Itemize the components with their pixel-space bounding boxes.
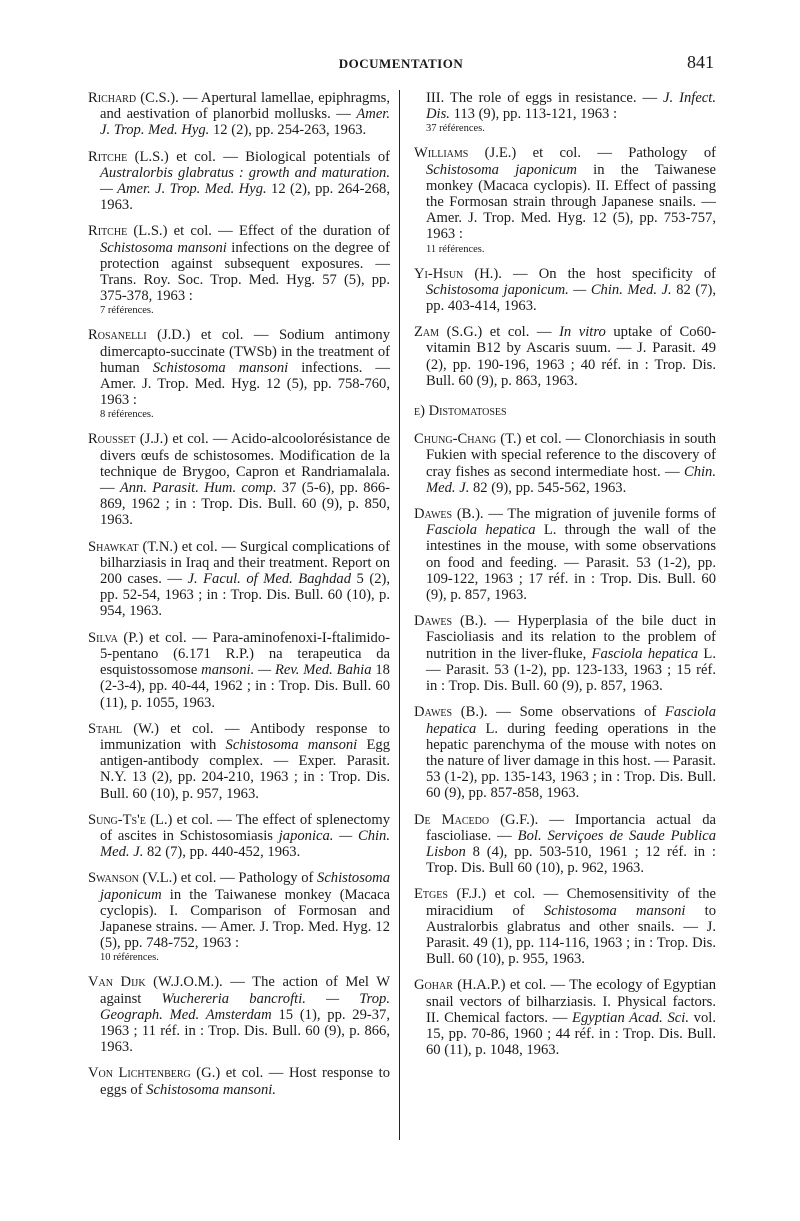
entry-tail: infections on the degree of protection against subsequent exposures. — Trans. Roy. Soc. Trop. Med. Hyg. 57 (5), pp. 375-378, 1963 : [100, 239, 390, 305]
entry-journal: Ann. Parasit. Hum. comp. [119, 480, 277, 497]
entry-journal: mansoni. — Rev. Med. Bahia [201, 662, 372, 679]
right-column [414, 90, 716, 1068]
entry-author: Dawes (B.). [414, 506, 484, 523]
bibliography-entry [88, 431, 390, 528]
entry-author: De Macedo (G.F.). [414, 811, 539, 828]
page-number: 841 [687, 52, 714, 72]
bibliography-entry [88, 90, 390, 139]
entry-tail: 37 (5-6), pp. 866-869, 1962 ; in : Trop. Dis. Bull. 60 (9), p. 850, 1963. [100, 480, 390, 529]
continued-entry [414, 90, 716, 135]
bibliography-entry [88, 870, 390, 964]
entry-journal: Amer. J. Trop. Med. Hyg. [100, 106, 390, 139]
entry-author: Von Lichtenberg (G.) [88, 1065, 221, 1082]
entry-text: et col. — Clonorchiasis in south Fukien with special reference to the discovery of cray fishes as second intermediate host. — [426, 431, 716, 480]
entry-tail: in the Taiwanese monkey (Macaca cyclopis). II. Effect of passing the Formosan strain through Japanese snails. — Amer. J. Trop. Med. Hyg. 12 (5), pp. 753-757, 1963 : [426, 161, 716, 243]
entry-text: — Hyperplasia of the bile duct in Fascioliasis and its relation to the problem of nutrition in the liver-fluke, [426, 613, 717, 662]
entry-journal: Fasciola hepatica [426, 522, 536, 539]
entry-text: et col. — Pathology of [177, 870, 318, 887]
entry-tail: L. — Parasit. 53 (1-2), pp. 123-133, 1963 ; 15 réf. in : Trop. Dis. Bull. 60 (9), p. 857, 1963. [426, 645, 716, 695]
entry-text: — Apertural lamellae, epiphragms, and aestivation of planorbid mollusks. — [100, 90, 390, 123]
entry-text: et col. — The ecology of Egyptian snail vectors of bilharziasis. I. Physical factors. II. Chemical factors. — [426, 977, 716, 1026]
entry-author: Dawes (B.). [414, 613, 487, 630]
entry-journal: J. Infect. Dis. [426, 90, 716, 123]
entry-author: Ritche (L.S.) [88, 148, 169, 165]
bibliography-entry [414, 977, 716, 1058]
entry-tail: infections. — Amer. J. Trop. Med. Hyg. 12 (5), pp. 758-760, 1963 : [100, 359, 391, 409]
entry-author: Gohar (H.A.P.) [414, 977, 506, 994]
entry-journal: Schistosoma japonicum [100, 870, 390, 903]
entry-tail: 113 (9), pp. 113-121, 1963 : [449, 106, 618, 123]
bibliography-entry [88, 1065, 390, 1097]
entry-journal: Schistosoma mansoni. [146, 1081, 276, 1098]
entry-author: Ritche (L.S.) [88, 223, 168, 240]
entry-text: et col. — Sodium antimony dimercapto-succinate (TWSb) in the treatment of human [100, 327, 391, 376]
entry-author: Rosanelli (J.D.) [88, 327, 191, 344]
entry-text: et col. — Acido-alcoolorésistance de divers œufs de schistosomes. Modification de la technique de Brygoo, Capron et Randriamalala. — [100, 431, 391, 497]
entry-journal: Bol. Serviçoes de Saude Publica Lisbon [426, 827, 716, 860]
bibliography-entry [414, 886, 716, 967]
bibliography-entry [414, 613, 716, 694]
entry-journal: Schistosoma japonicum. — Chin. Med. J. [426, 281, 672, 298]
entry-note: 8 références. [100, 409, 154, 421]
entry-text: — On the host specificity of [501, 265, 716, 282]
entry-journal: J. Facul. of Med. Baghdad [187, 571, 351, 588]
bibliography-entry [88, 223, 390, 317]
entry-text: — The action of Mel W against [100, 974, 390, 1007]
entry-author: Williams (J.E.) [414, 145, 517, 162]
entry-tail: 12 (2), pp. 254-263, 1963. [209, 122, 367, 139]
entry-note: 7 références. [100, 305, 154, 317]
entry-journal: Schistosoma mansoni [225, 736, 358, 753]
entry-journal: Wuchereria bancrofti. — Trop. Geograph. Med. Amsterdam [100, 990, 390, 1023]
entry-text: — Importancia actual da fascioliase. — [426, 811, 717, 844]
entry-tail: L. during feeding operations in the hepatic parenchyma of the mouse with notes on the nature of liver damage in this host. — Parasit. 53 (1-2), pp. 135-143, 1963 ; in : Trop. Dis. Bull. 60 (9), pp. 857-858, 1963. [426, 720, 716, 802]
entry-text: et col. — The effect of splenectomy of ascites in Schistosomiasis [100, 811, 390, 844]
entry-text: et col. — Para-aminofenoxi-I-ftalimido-5-pentano (6.171 R.P.) na terapeutica da esquistossomose [100, 629, 390, 679]
entry-author: Zam (S.G.) [414, 324, 483, 341]
entry-journal: Australorbis glabratus : growth and maturation. — Amer. J. Trop. Med. Hyg. [100, 164, 390, 198]
entry-journal: Schistosoma japonicum [426, 161, 577, 178]
entry-author: Swanson (V.L.) [88, 870, 178, 887]
entry-text: et col. — [482, 324, 560, 341]
entry-author: Van Dijk (W.J.O.M.). [88, 974, 223, 991]
entry-author: Dawes (B.). [414, 704, 488, 721]
bibliography-entry [414, 506, 716, 603]
entry-journal: Schistosoma mansoni [100, 239, 227, 256]
entry-text: et col. — Surgical complications of bilharziasis in Iraq and their treatment. Report on 200 cases. — [100, 538, 390, 588]
left-column [88, 90, 390, 1108]
entry-text: et col. — Chemosensitivity of the miracidium of [426, 886, 716, 919]
entry-text: — Some observations of [487, 704, 665, 721]
bibliography-entry [414, 266, 716, 315]
entry-journal: Schistosoma mansoni [152, 359, 289, 376]
entry-tail: 18 (2-3-4), pp. 40-44, 1962 ; in : Trop. Dis. Bull. 60 (11), p. 1055, 1963. [100, 662, 390, 711]
entry-author: Chung-Chang (T.) [414, 431, 522, 448]
entry-text: et col. — Effect of the duration of [167, 223, 390, 240]
entry-author: Sung-Ts'e (L.) [88, 811, 173, 828]
entry-tail: 8 (4), pp. 503-510, 1961 ; 12 réf. in : Trop. Dis. Bull 60 (10), p. 962, 1963. [426, 843, 716, 877]
entry-text: et col. — Pathology of [516, 145, 716, 162]
entry-tail: vol. 15, pp. 70-86, 1960 ; 44 réf. in : Trop. Dis. Bull. 60 (11), p. 1048, 1963. [426, 1009, 716, 1059]
entry-text: — The migration of juvenile forms of [483, 506, 717, 523]
bibliography-entry [88, 630, 390, 711]
entry-text: et col. — Biological potentials of [168, 148, 390, 165]
entry-tail: 15 (1), pp. 29-37, 1963 ; 11 réf. in : Trop. Dis. Bull. 60 (9), p. 866, 1963. [100, 1006, 390, 1056]
entry-text: III. The role of eggs in resistance. — [426, 90, 664, 106]
entry-tail: Egg antigen-antibody complex. — Exper. Parasit. N.Y. 13 (2), pp. 204-210, 1963 ; in : Trop. Dis. Bull. 60 (10), p. 957, 1963. [100, 736, 390, 802]
entry-journal: Fasciola hepatica [426, 704, 716, 737]
bibliography-entry [414, 145, 716, 255]
entry-author: Richard (C.S.). [88, 90, 179, 106]
entry-tail: uptake of Co60-vitamin B12 by Ascaris suum. — J. Parasit. 49 (2), pp. 190-196, 1963 ; 40 réf. in : Trop. Dis. Bull. 60 (9), p. 863, 1963. [426, 324, 716, 389]
entry-tail: 82 (7), pp. 440-452, 1963. [143, 844, 301, 861]
entry-journal: Fasciola hepatica [591, 645, 699, 662]
entry-author: Etges (F.J.) [414, 886, 487, 903]
entry-note: 37 références. [426, 123, 485, 135]
entry-tail: 12 (2), pp. 264-268, 1963. [100, 181, 390, 214]
bibliography-entry [414, 812, 716, 877]
entry-journal: japonica. — Chin. Med. J. [100, 827, 390, 861]
bibliography-entry [414, 704, 716, 801]
bibliography-entry [414, 431, 716, 496]
bibliography-entry [88, 327, 390, 421]
entry-journal: Egyptian Acad. Sci. [572, 1009, 689, 1026]
section-title: e) Distomatoses [414, 403, 507, 420]
entry-text: et col. — Antibody response to immunization with [100, 720, 390, 753]
entry-author: Stahl (W.) [88, 720, 160, 737]
right-entries-a [414, 145, 716, 389]
entry-author: Yi-Hsun (H.). [414, 265, 502, 282]
entry-tail: to Australorbis glabratus and other snails. — J. Parasit. 49 (1), pp. 114-116, 1963 ; in : Trop. Dis. Bull. 60 (10), p. 955, 1963. [426, 902, 716, 968]
entry-author: Rousset (J.J.) [88, 431, 169, 448]
entry-tail: 82 (7), pp. 403-414, 1963. [426, 281, 716, 315]
entry-author: Silva (P.) [88, 629, 144, 646]
running-title: DOCUMENTATION [338, 56, 464, 71]
entry-tail: 5 (2), pp. 52-54, 1963 ; in : Trop. Dis. Bull. 60 (10), p. 954, 1963. [100, 571, 390, 620]
entry-note: 11 références. [426, 243, 485, 255]
entry-note: 10 références. [100, 952, 159, 964]
entry-text: et col. — Host response to eggs of [100, 1065, 390, 1098]
bibliography-entry [88, 539, 390, 620]
entry-journal: In vitro [559, 324, 606, 341]
bibliography-entry [414, 324, 716, 389]
page-header [88, 52, 714, 78]
entry-journal: Schistosoma mansoni [543, 902, 686, 919]
entry-journal: Chin. Med. J. [426, 463, 716, 496]
entry-author: Shawkat (T.N.) [88, 538, 178, 555]
bibliography-entry [88, 149, 390, 214]
entry-tail: L. through the wall of the intestines in the mouse, with some observations on food and feeding. — Parasit. 53 (1-2), pp. 109-122, 1963 ; 17 réf. in : Trop. Dis. Bull. 60 (9), p. 857, 1963. [426, 522, 716, 604]
entry-tail: in the Taiwanese monkey (Macaca cyclopis). I. Comparison of Formosan and Japanese strains. — Amer. J. Trop. Med. Hyg. 12 (5), pp. 748-752, 1963 : [100, 886, 390, 952]
bibliography-entry [88, 812, 390, 861]
right-entries-b [414, 431, 716, 1058]
bibliography-entry [88, 974, 390, 1055]
entry-tail: 82 (9), pp. 545-562, 1963. [469, 479, 627, 496]
bibliography-entry [88, 721, 390, 802]
column-divider [399, 90, 400, 1140]
